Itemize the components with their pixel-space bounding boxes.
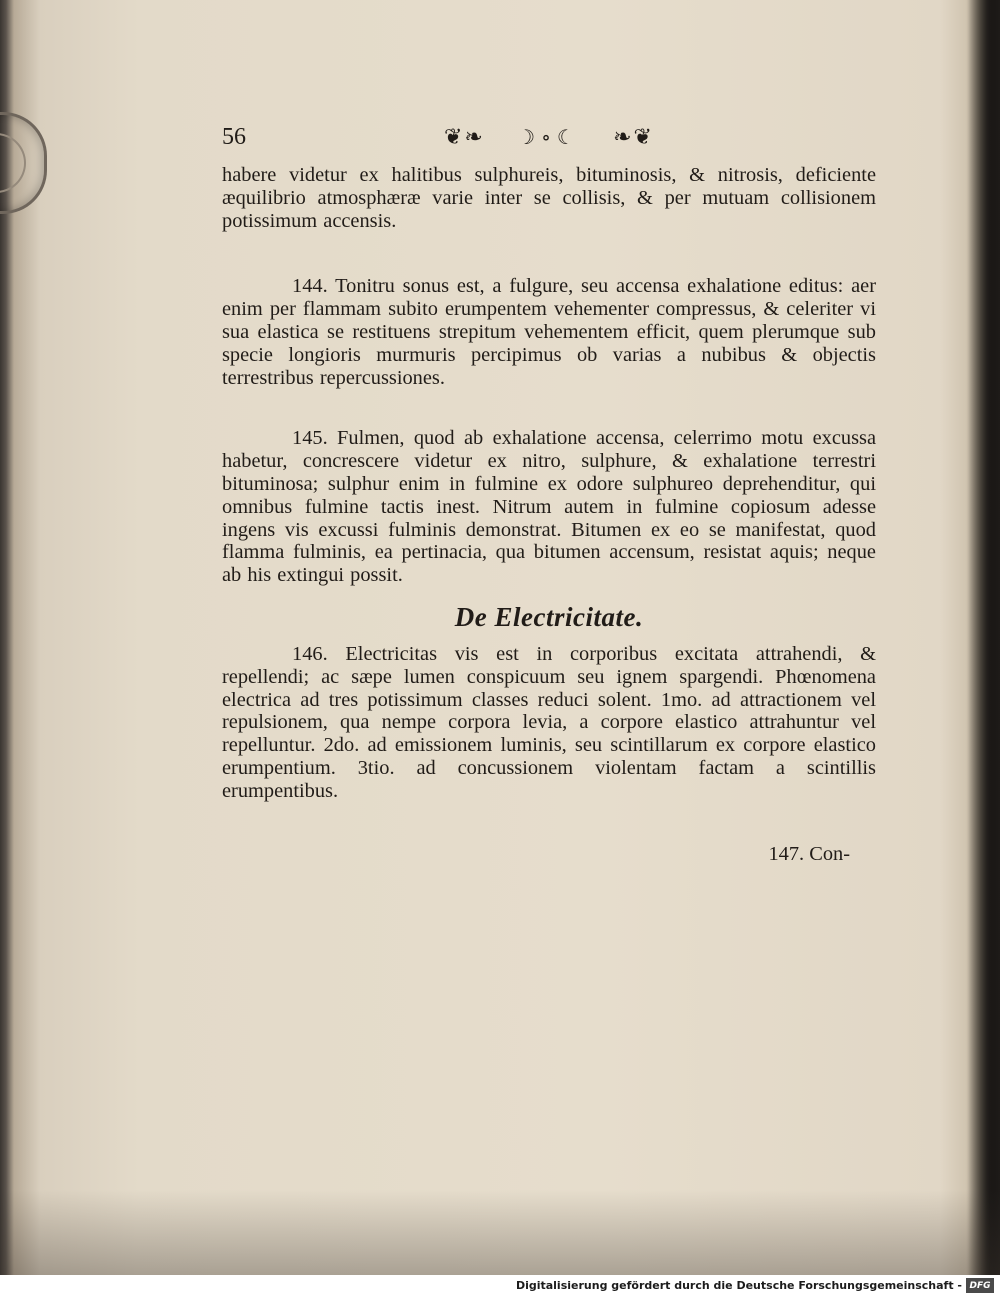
paragraph-145: 145. Fulmen, quod ab exhalatione accensa, celerrimo motu excussa habetur, concrescere videtur ex nitro, sulphure, & exhalatione terrestri bituminosa; sulphur enim in fulmine ex odore sulphureo deprehenditur, qui omnibus fulmine tactis inest. Nitrum autem in fulmine copiosum adesse ingens vis excussi fulminis demonstrat. Bitumen ex eo se manifestat, quod flamma fulminis, ea pertinacia, qua bitumen accensum, resistat aquis; neque ab his extingui possit. — [222, 427, 876, 587]
ornament-moon-icon: ☽∘☾ — [517, 126, 581, 149]
header-ornament — [444, 122, 654, 152]
ornament-leaf-left-icon: ❦❧ — [444, 124, 485, 149]
page-bottom-shadow — [0, 1190, 1000, 1275]
ornament-leaf-right-icon: ❧❦ — [613, 124, 654, 149]
footer-credit: Digitalisierung gefördert durch die Deutsche Forschungsgemeinschaft - — [515, 1279, 962, 1292]
paper-clip-icon — [0, 112, 47, 214]
page-edge-shadow — [966, 0, 1000, 1275]
paragraph-144: 144. Tonitru sonus est, a fulgure, seu accensa exhalatione editus: aer enim per flammam subito erumpentem vehementer compressus, & celeriter vi sua elastica se restituens strepitum vehementem efficit, quem plerumque sub specie longioris murmuris percipimus ob varias a nubibus & objectis terrestribus repercussiones. — [222, 275, 876, 389]
page-header — [222, 118, 876, 164]
text-block — [222, 118, 876, 865]
paragraph-intro: habere videtur ex halitibus sulphureis, bituminosis, & nitrosis, deficiente æquilibrio atmosphæræ varie inter se collisis, & per mutuam collisionem potissimum accensis. — [222, 164, 876, 232]
paragraph-146: 146. Electricitas vis est in corporibus excitata attrahendi, & repellendi; ac sæpe lumen conspicuum seu ignem spargendi. Phœnomena electrica ad tres potissimum classes reduci solent. 1mo. ad attractionem vel repulsionem, qua nempe corpora levia, a corpore elastico attrahuntur vel repelluntur. 2do. ad emissionem luminis, seu scintillarum ex corpore elastico erumpentium. 3tio. ad concussionem violentam factam a scintillis erumpentibus. — [222, 642, 876, 802]
page-number: 56 — [222, 124, 246, 150]
section-heading: De Electricitate. — [454, 601, 644, 632]
footer-bar — [0, 1275, 1000, 1297]
catchword: 147. Con- — [768, 842, 850, 865]
dfg-logo-icon: DFG — [966, 1278, 994, 1293]
